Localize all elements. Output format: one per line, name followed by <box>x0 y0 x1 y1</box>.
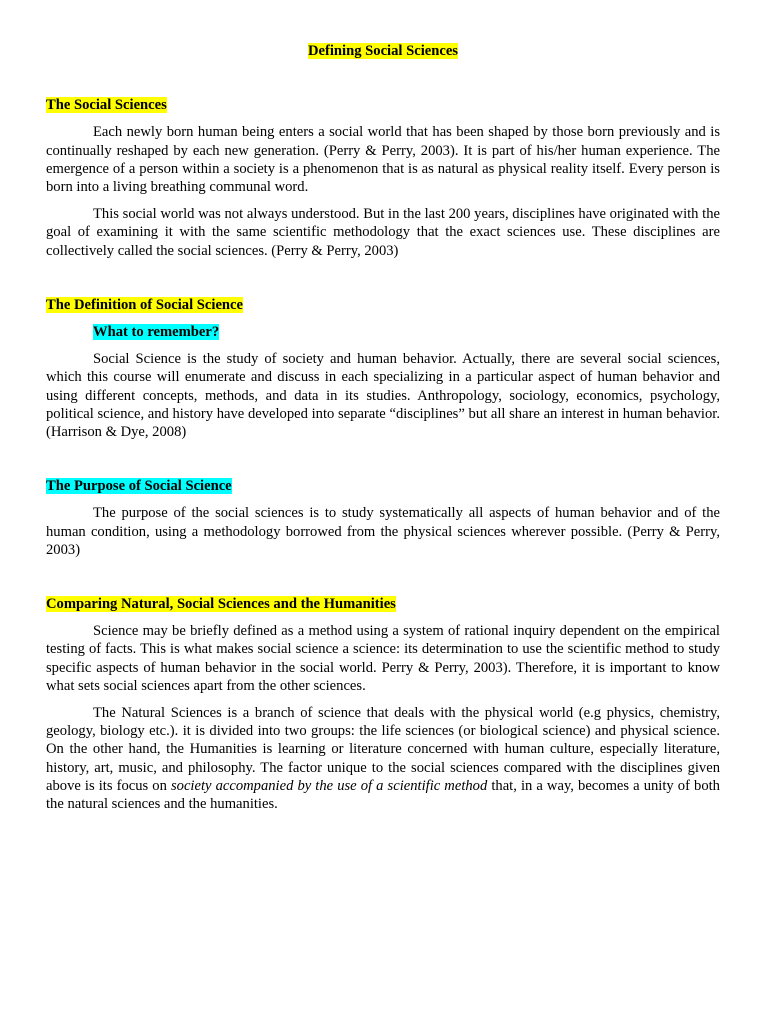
section-subheading-text: What to remember? <box>93 324 220 341</box>
paragraph: The purpose of the social sciences is to study systematically all aspects of human behavior and of the human condition, using a methodology borrowed from the physical sciences wherever possible. (Perry & Perry, 2003) <box>46 505 720 558</box>
paragraph: Each newly born human being enters a social world that has been shaped by those born previously and is continually reshaped by each new generation. (Perry & Perry, 2003). It is part of his/her human experience. The emergence of a person within a society is a phenomenon that is as natural as physical reality itself. Every person is born into a living breathing communal word. <box>46 124 720 196</box>
section-heading-text: The Purpose of Social Science <box>46 478 232 495</box>
section-comparing <box>46 595 720 813</box>
document-title-text: Defining Social Sciences <box>308 43 458 59</box>
section-heading <box>46 96 720 114</box>
section-purpose <box>46 477 720 559</box>
section-social-sciences <box>46 96 720 260</box>
paragraph-text: that, in a way, becomes a unity of both the natural sciences and the humanities. <box>46 777 720 813</box>
section-heading <box>46 296 720 314</box>
section-spacer <box>46 568 720 595</box>
paragraph-emphasis: society accompanied by the use of a scientific method <box>170 777 488 794</box>
section-heading-text: The Social Sciences <box>46 97 167 114</box>
paragraph <box>46 704 720 813</box>
section-heading <box>46 595 720 613</box>
paragraph: Science may be briefly defined as a method using a system of rational inquiry dependent on the empirical testing of facts. This is what makes social science a science: its determination to use the scientific method to study specific aspects of human behavior in the social world. Perry & Perry, 2003). Therefore, it is important to know what sets social sciences apart from the other sciences. <box>46 623 720 694</box>
section-definition <box>46 296 720 441</box>
section-heading-text: The Definition of Social Science <box>46 296 244 313</box>
paragraph-text: The Natural Sciences is a branch of science that deals with the physical world (e.g physics, chemistry, geology, biology etc.). it is divided into two groups: the life sciences (or biological science) and physical science. On the other hand, the Humanities is learning or literature concerned with human culture, especially literature, history, art, music, and philosophy. The factor unique to the social sciences compared with the disciplines given above is its focus on <box>46 705 720 794</box>
document-title <box>46 42 720 60</box>
paragraph: This social world was not always understood. But in the last 200 years, disciplines have originated with the goal of examining it with the same scientific methodology that the exact sciences use. These disciplines are collectively called the social sciences. (Perry & Perry, 2003) <box>46 206 720 259</box>
section-spacer <box>46 450 720 477</box>
document-page <box>46 42 720 822</box>
paragraph: Social Science is the study of society and human behavior. Actually, there are several social sciences, which this course will enumerate and discuss in each specializing in a particular aspect of human behavior and using different concepts, methods, and data in its studies. Anthropology, sociology, economics, psychology, political science, and history have developed into separate “disciplines” but all share an interest in human behavior. (Harrison & Dye, 2008) <box>46 351 720 441</box>
section-subheading <box>93 323 720 341</box>
section-spacer <box>46 269 720 296</box>
section-heading-text: Comparing Natural, Social Sciences and the Humanities <box>46 596 396 613</box>
section-heading <box>46 477 720 495</box>
